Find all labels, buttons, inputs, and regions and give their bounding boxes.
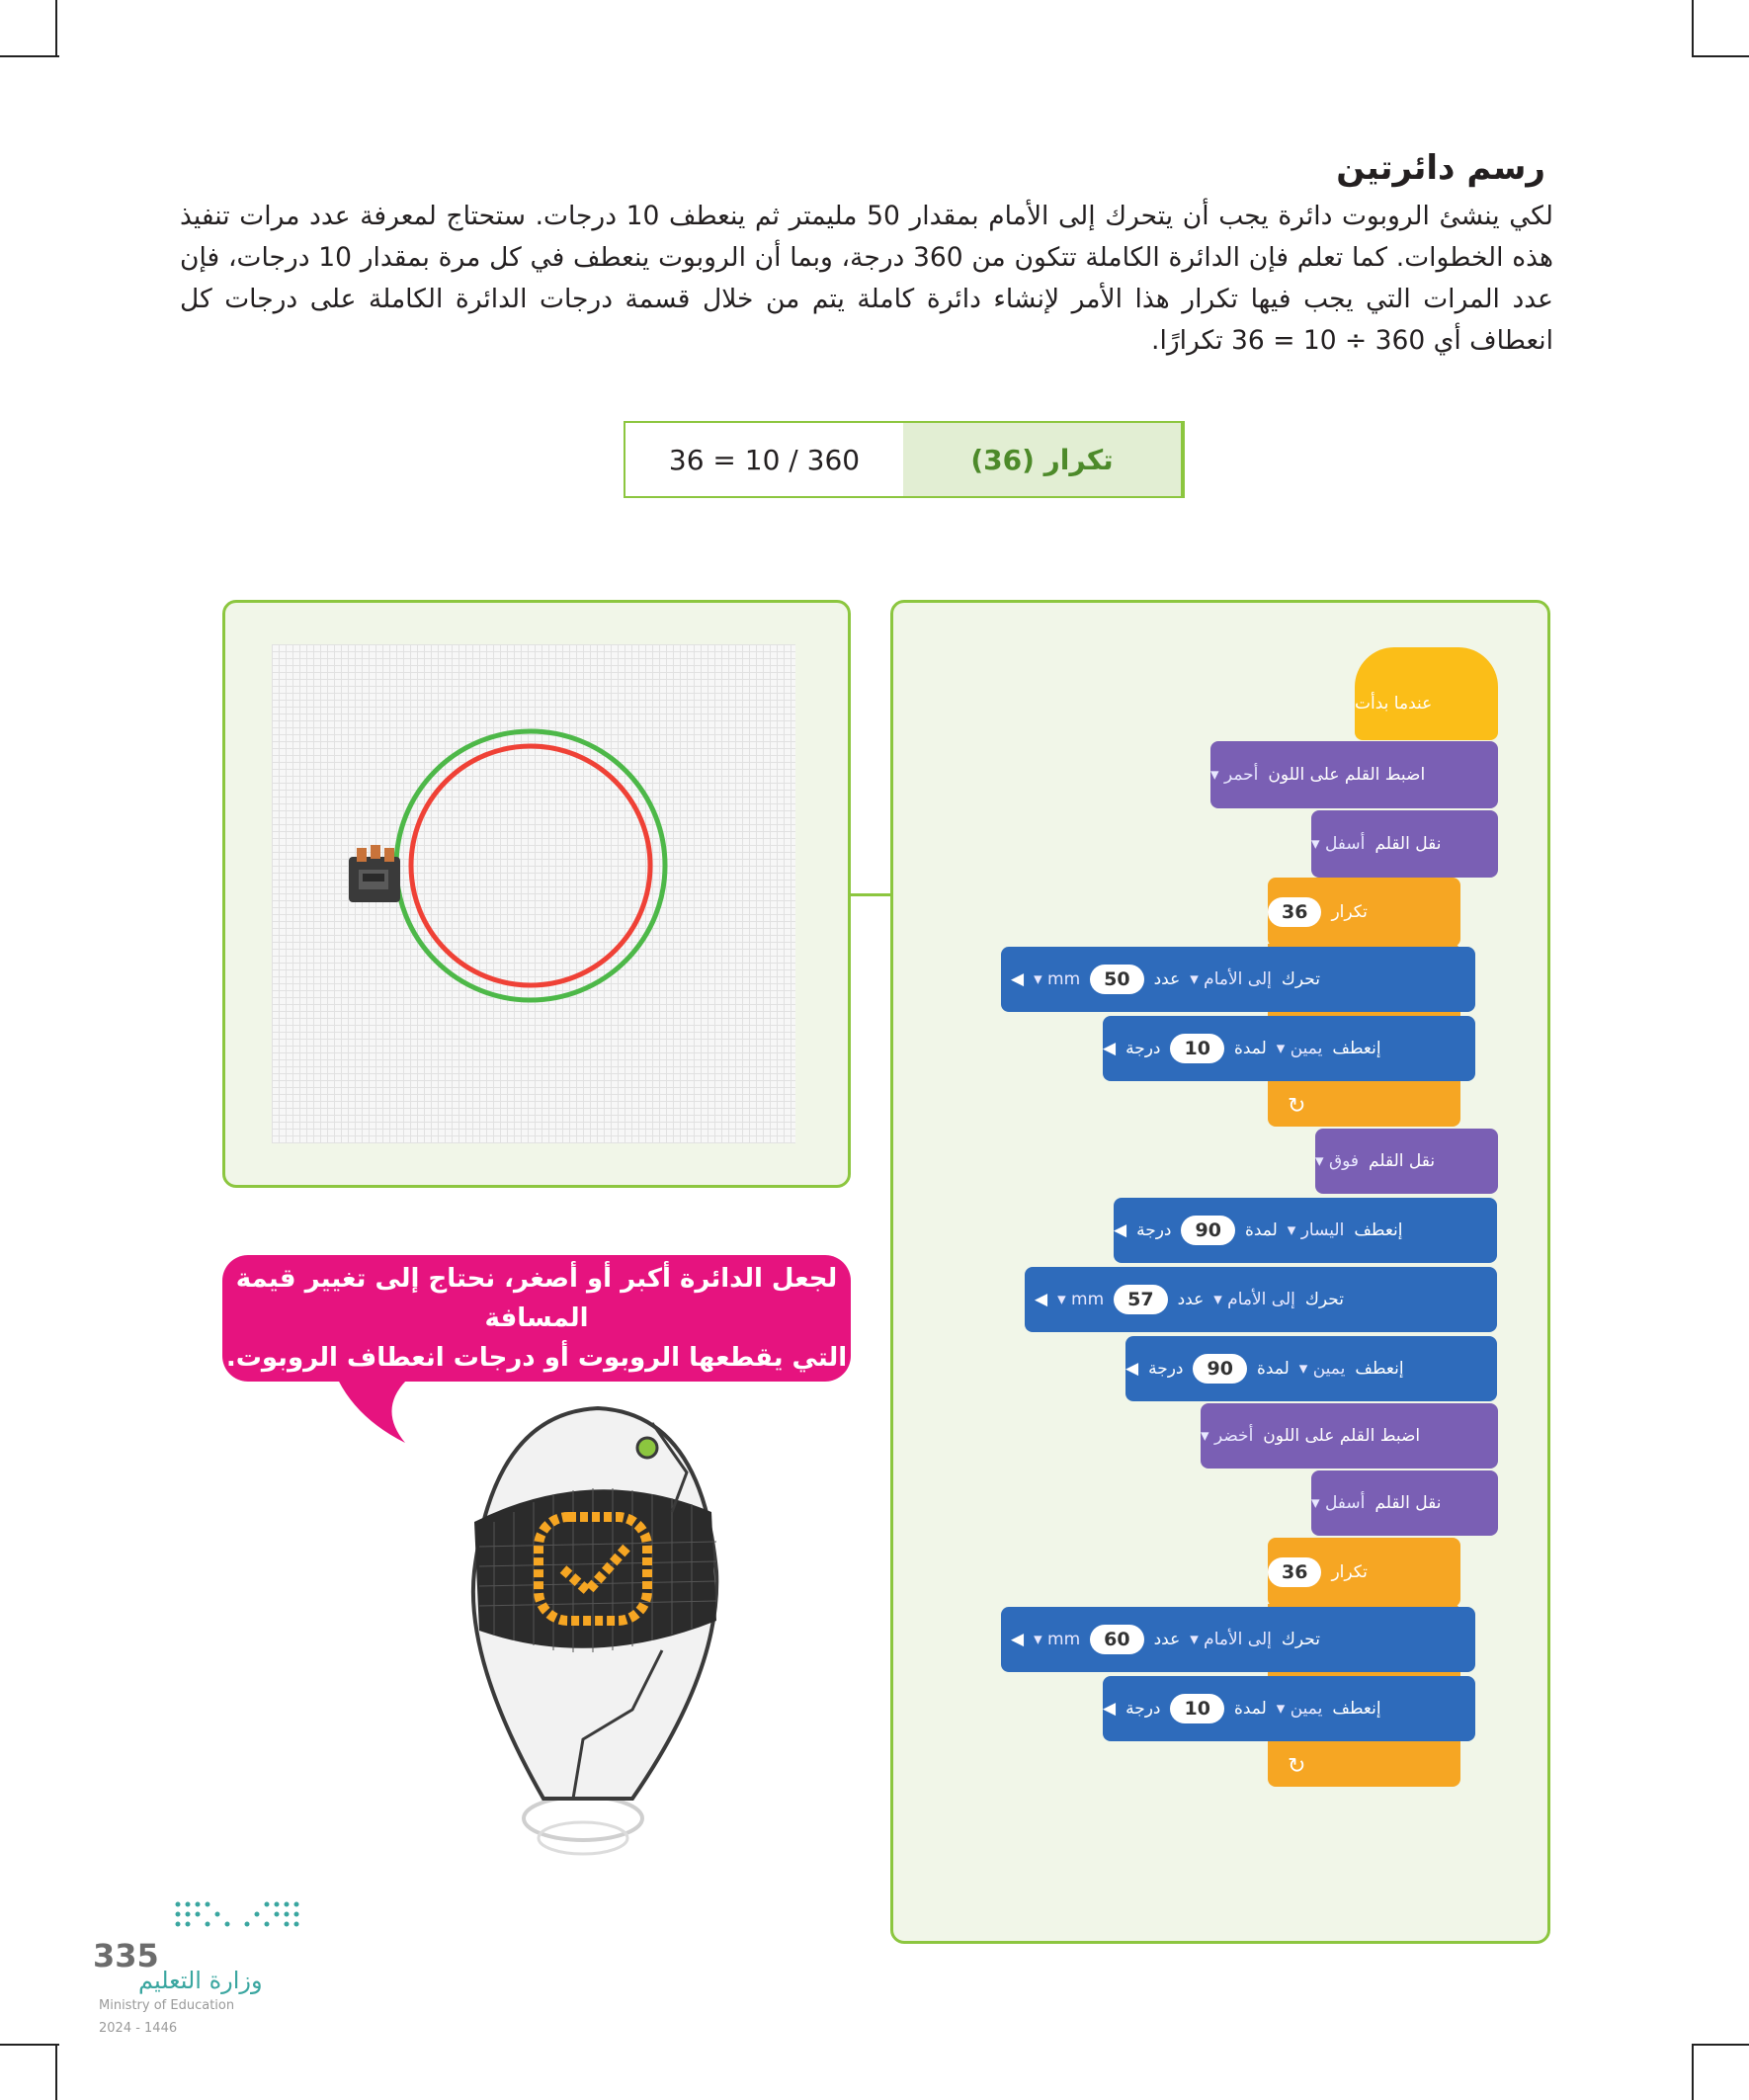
for-label: لمدة — [1233, 1039, 1267, 1058]
direction-dropdown[interactable]: اليسار ▾ — [1287, 1220, 1345, 1240]
equation-cell: 36 = 10 / 360 — [668, 443, 861, 476]
turn-right-block[interactable] — [1125, 1336, 1497, 1401]
unit-dropdown[interactable]: mm ▾ — [1034, 1630, 1081, 1649]
crop-mark — [1692, 2044, 1694, 2100]
degrees-input[interactable]: 10 — [1170, 1034, 1223, 1063]
crop-mark — [0, 2044, 59, 2046]
distance-input[interactable]: 60 — [1090, 1625, 1143, 1654]
circles-drawing — [272, 644, 795, 1143]
for-label: لمدة — [1256, 1359, 1290, 1379]
play-arrow-icon: ◀ — [1125, 1359, 1139, 1379]
direction-dropdown[interactable]: يمين ▾ — [1276, 1699, 1323, 1719]
ministry-name-english: Ministry of Education — [99, 1998, 235, 2013]
direction-dropdown[interactable]: إلى الأمام ▾ — [1190, 969, 1272, 989]
set-pen-color-block[interactable] — [1210, 741, 1498, 808]
for-label: لمدة — [1244, 1220, 1278, 1240]
block-label: تحرك — [1304, 1290, 1344, 1309]
block-label: تكرار — [1331, 902, 1368, 922]
repeat-count-input[interactable]: 36 — [1268, 1557, 1321, 1587]
move-forward-block[interactable] — [1001, 947, 1475, 1012]
play-arrow-icon: ◀ — [1011, 1630, 1025, 1649]
crop-mark — [1692, 0, 1694, 57]
distance-input[interactable]: 50 — [1090, 965, 1143, 994]
move-forward-block[interactable] — [1001, 1607, 1475, 1672]
block-label: نقل القلم — [1369, 1151, 1436, 1171]
block-label: إنعطف — [1332, 1039, 1381, 1058]
intro-paragraph — [180, 196, 1553, 362]
repeat-count-input[interactable]: 36 — [1268, 897, 1321, 927]
play-arrow-icon: ◀ — [1114, 1220, 1127, 1240]
block-label: نقل القلم — [1374, 1493, 1442, 1513]
panel-connector — [851, 893, 890, 896]
block-label: تحرك — [1281, 1630, 1320, 1649]
distance-input[interactable]: 57 — [1114, 1285, 1167, 1314]
pen-color-dropdown[interactable]: أحمر ▾ — [1210, 765, 1259, 785]
count-label: عدد — [1153, 1630, 1181, 1649]
green-circle — [396, 731, 665, 1000]
crop-mark — [1692, 55, 1749, 57]
block-label: إنعطف — [1355, 1359, 1404, 1379]
unit-label: درجة — [1125, 1039, 1161, 1058]
pen-down-block[interactable] — [1311, 810, 1498, 878]
pen-position-dropdown[interactable]: أسفل ▾ — [1311, 834, 1366, 854]
turn-left-block[interactable] — [1114, 1198, 1497, 1263]
degrees-input[interactable]: 90 — [1181, 1216, 1234, 1245]
crop-mark — [55, 0, 57, 57]
tip-line-1: لجعل الدائرة أكبر أو أصغر، نحتاج إلى تغيير قيمة المسافة — [235, 1264, 838, 1333]
crop-mark — [1692, 2044, 1749, 2046]
page-number: 335 — [93, 1937, 159, 1974]
ministry-logo-icon — [173, 1899, 321, 1939]
direction-dropdown[interactable]: إلى الأمام ▾ — [1213, 1290, 1295, 1309]
block-label: اضبط القلم على اللون — [1263, 1426, 1421, 1446]
turn-block[interactable] — [1103, 1016, 1475, 1081]
pen-down-block[interactable] — [1311, 1470, 1498, 1536]
intro-text: لكي ينشئ الروبوت دائرة يجب أن يتحرك إلى الأمام بمقدار 50 مليمتر ثم ينعطف 10 درجات. ستحتاج لمعرفة عدد مرات تنفيذ هذه الخطوات. كما تعلم فإن الدائرة الكاملة تتكون من 360 درجة، وبما أن الروبوت ينعطف في كل مرة بمقدار 10 درجات، فإن عدد المرات التي يجب فيها تكرار هذا الأمر لإنشاء دائرة كاملة يتم من خلال قسمة درجات الدائرة الكاملة على درجات كل انعطاف أي 360 ÷ 10 = 36 تكرارًا. — [180, 201, 1554, 356]
robot-icon — [349, 845, 400, 902]
loop-arrow-icon: ↻ — [1288, 1094, 1306, 1119]
tip-line-2: التي يقطعها الروبوت أو درجات انعطاف الروبوت. — [225, 1343, 848, 1373]
for-label: لمدة — [1233, 1699, 1267, 1719]
move-forward-block[interactable] — [1025, 1267, 1497, 1332]
crop-mark — [0, 55, 59, 57]
when-started-block[interactable] — [1355, 647, 1498, 740]
block-label: تحرك — [1281, 969, 1320, 989]
unit-dropdown[interactable]: mm ▾ — [1057, 1290, 1105, 1309]
play-arrow-icon: ◀ — [1011, 969, 1025, 989]
pen-position-dropdown[interactable]: أسفل ▾ — [1311, 1493, 1366, 1513]
unit-label: درجة — [1148, 1359, 1184, 1379]
unit-label: درجة — [1125, 1699, 1161, 1719]
play-arrow-icon: ◀ — [1103, 1699, 1117, 1719]
degrees-input[interactable]: 90 — [1193, 1354, 1246, 1384]
direction-dropdown[interactable]: إلى الأمام ▾ — [1190, 1630, 1272, 1649]
repeat-count-cell: تكرار (36) — [903, 423, 1183, 496]
pen-position-dropdown[interactable]: فوق ▾ — [1315, 1151, 1360, 1171]
count-label: عدد — [1177, 1290, 1205, 1309]
unit-dropdown[interactable]: mm ▾ — [1034, 969, 1081, 989]
robot-mascot-illustration — [435, 1403, 731, 1858]
repeat-block[interactable] — [1268, 1538, 1460, 1607]
drawing-canvas — [272, 644, 795, 1143]
crop-mark — [55, 2044, 57, 2100]
ministry-name-arabic: وزارة التعليم — [138, 1967, 263, 1994]
count-label: عدد — [1153, 969, 1181, 989]
direction-dropdown[interactable]: يمين ▾ — [1298, 1359, 1346, 1379]
block-label: إنعطف — [1354, 1220, 1403, 1240]
loop-arrow-icon: ↻ — [1288, 1754, 1306, 1779]
block-label: نقل القلم — [1374, 834, 1442, 854]
block-label: اضبط القلم على اللون — [1268, 765, 1426, 785]
bubble-tail — [338, 1380, 407, 1445]
red-circle — [411, 746, 650, 985]
edition-year: 2024 - 1446 — [99, 2021, 178, 2036]
section-title: رسم دائرتين — [1336, 148, 1545, 188]
formula-table — [624, 421, 1185, 498]
unit-label: درجة — [1136, 1220, 1172, 1240]
pen-up-block[interactable] — [1315, 1129, 1498, 1194]
play-arrow-icon: ◀ — [1035, 1290, 1048, 1309]
direction-dropdown[interactable]: يمين ▾ — [1276, 1039, 1323, 1058]
degrees-input[interactable]: 10 — [1170, 1694, 1223, 1723]
set-pen-color-block[interactable] — [1201, 1403, 1498, 1469]
turn-block[interactable] — [1103, 1676, 1475, 1741]
start-label: عندما بدأت — [1355, 694, 1433, 714]
pen-color-dropdown[interactable]: أخضر ▾ — [1201, 1426, 1254, 1446]
block-label: تكرار — [1331, 1562, 1368, 1582]
play-arrow-icon: ◀ — [1103, 1039, 1117, 1058]
repeat-block[interactable] — [1268, 878, 1460, 947]
tip-speech-bubble — [222, 1255, 851, 1382]
block-label: إنعطف — [1332, 1699, 1381, 1719]
